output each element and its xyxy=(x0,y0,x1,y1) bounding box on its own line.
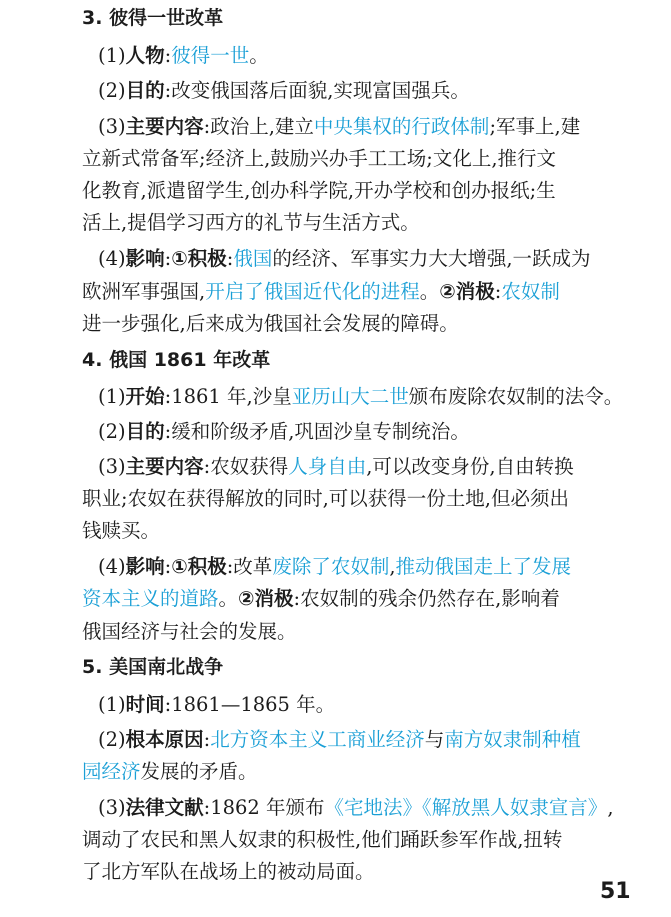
label-segment: ②消极 xyxy=(238,587,294,610)
section-5-number: 5. xyxy=(82,656,103,678)
section-4-heading xyxy=(82,345,270,375)
section-5-heading xyxy=(82,652,223,682)
section-4-line-4 xyxy=(82,483,569,515)
text-segment: : xyxy=(494,280,502,303)
section-3-line-3 xyxy=(98,111,580,143)
section-3-number: 3. xyxy=(82,7,103,29)
text-segment: (1) xyxy=(98,693,126,716)
label-segment: 根本原因 xyxy=(125,728,204,751)
section-3-line-5 xyxy=(82,175,556,207)
text-segment: 颁布废除农奴制的法令。 xyxy=(408,385,624,408)
text-segment: : xyxy=(164,555,172,578)
text-segment: , xyxy=(607,796,614,819)
label-segment: 时间 xyxy=(125,693,165,716)
label-segment: 影响 xyxy=(125,555,165,578)
section-4-line-5 xyxy=(82,515,160,547)
text-segment: 俄国经济与社会的发展。 xyxy=(82,620,297,643)
label-segment: ①积极 xyxy=(171,555,227,578)
key-term: 推动俄国走上了发展 xyxy=(395,555,572,578)
text-segment: : xyxy=(164,247,172,270)
text-segment: :1861 年,沙皇 xyxy=(164,385,292,408)
label-segment: 法律文献 xyxy=(125,796,204,819)
page-number: 51 xyxy=(600,879,631,904)
key-term: 人身自由 xyxy=(288,455,367,478)
text-segment: :农奴获得 xyxy=(203,455,289,478)
section-5-title: 美国南北战争 xyxy=(109,656,224,678)
text-segment: 立新式常备军;经济上,鼓励兴办手工工场;文化上,推行文 xyxy=(82,147,557,170)
section-4-line-1 xyxy=(98,381,623,413)
text-segment: :政治上,建立 xyxy=(203,115,314,138)
section-3-line-1 xyxy=(98,40,269,72)
text-segment: : xyxy=(203,728,211,751)
key-term: 废除了农奴制 xyxy=(272,555,390,578)
section-3-line-2 xyxy=(98,75,470,107)
text-segment: (4) xyxy=(98,555,126,578)
text-segment: (3) xyxy=(98,796,126,819)
key-term: 开启了俄国近代化的进程 xyxy=(205,280,420,303)
text-segment: : xyxy=(164,44,172,67)
text-segment: 活上,提倡学习西方的礼节与生活方式。 xyxy=(82,211,420,234)
key-term: 园经济 xyxy=(82,760,141,783)
key-term: 南方奴隶制种植 xyxy=(444,728,581,751)
section-4-title: 俄国 1861 年改革 xyxy=(109,349,271,371)
section-3-heading xyxy=(82,3,223,33)
text-segment: 职业;农奴在获得解放的同时,可以获得一份土地,但必须出 xyxy=(82,487,569,510)
section-5-line-3 xyxy=(82,756,258,788)
text-segment: 化教育,派遣留学生,创办科学院,开办学校和创办报纸;生 xyxy=(82,179,556,202)
label-segment: 主要内容 xyxy=(125,115,204,138)
key-term: 亚历山大二世 xyxy=(291,385,409,408)
key-term: 彼得一世 xyxy=(171,44,250,67)
section-3-title: 彼得一世改革 xyxy=(109,7,224,29)
label-segment: 影响 xyxy=(125,247,165,270)
text-segment: 与 xyxy=(424,728,445,751)
label-segment: 人物 xyxy=(125,44,165,67)
section-5-line-6 xyxy=(82,856,375,888)
text-segment: 欧洲军事强国, xyxy=(82,280,206,303)
key-term: 农奴制 xyxy=(501,280,560,303)
text-segment: (3) xyxy=(98,455,126,478)
key-term: 《宅地法》《解放黑人奴隶宣言》 xyxy=(324,796,608,819)
key-term: 资本主义的道路 xyxy=(82,587,219,610)
text-segment: (2) xyxy=(98,728,126,751)
label-segment: 目的 xyxy=(125,79,165,102)
section-3-line-8 xyxy=(82,276,560,308)
text-segment: 。 xyxy=(249,44,269,67)
text-segment: : xyxy=(226,247,234,270)
section-4-line-2 xyxy=(98,416,470,448)
section-4-line-8 xyxy=(82,616,297,648)
label-segment: 目的 xyxy=(125,420,165,443)
text-segment: , xyxy=(389,555,396,578)
section-4-line-6 xyxy=(98,551,571,583)
text-segment: (3) xyxy=(98,115,126,138)
text-segment: (2) xyxy=(98,420,126,443)
text-segment: 调动了农民和黑人奴隶的积极性,他们踊跃参军作战,扭转 xyxy=(82,828,563,851)
text-segment: (1) xyxy=(98,385,126,408)
label-segment: ②消极 xyxy=(439,280,495,303)
text-segment: 的经济、军事实力大大增强,一跃成为 xyxy=(272,247,591,270)
section-4-line-3 xyxy=(98,451,574,483)
text-segment: 。 xyxy=(419,280,440,303)
text-segment: ,可以改变身份,自由转换 xyxy=(366,455,574,478)
section-4-line-7 xyxy=(82,583,560,615)
text-segment: :农奴制的残余仍然存在,影响着 xyxy=(293,587,560,610)
section-5-line-4 xyxy=(98,792,614,824)
text-segment: (4) xyxy=(98,247,126,270)
text-segment: 进一步强化,后来成为俄国社会发展的障碍。 xyxy=(82,312,459,335)
key-term: 俄国 xyxy=(233,247,273,270)
text-segment: :改变俄国落后面貌,实现富国强兵。 xyxy=(164,79,470,102)
section-3-line-9 xyxy=(82,308,459,340)
key-term: 北方资本主义工商业经济 xyxy=(210,728,425,751)
label-segment: ①积极 xyxy=(171,247,227,270)
text-segment: :1862 年颁布 xyxy=(203,796,325,819)
text-segment: :改革 xyxy=(226,555,273,578)
section-5-line-5 xyxy=(82,824,562,856)
section-3-line-7 xyxy=(98,243,591,275)
section-5-line-2 xyxy=(98,724,581,756)
section-4-number: 4. xyxy=(82,349,103,371)
text-segment: (2) xyxy=(98,79,126,102)
text-segment: :1861—1865 年。 xyxy=(164,693,336,716)
label-segment: 开始 xyxy=(125,385,165,408)
label-segment: 主要内容 xyxy=(125,455,204,478)
text-segment: 钱赎买。 xyxy=(82,519,161,542)
section-3-line-6 xyxy=(82,207,420,239)
text-segment: (1) xyxy=(98,44,126,67)
text-segment: 了北方军队在战场上的被动局面。 xyxy=(82,860,375,883)
text-segment: 发展的矛盾。 xyxy=(140,760,258,783)
section-5-line-1 xyxy=(98,689,335,721)
text-segment: :缓和阶级矛盾,巩固沙皇专制统治。 xyxy=(164,420,470,443)
section-3-line-4 xyxy=(82,143,556,175)
text-segment: 。 xyxy=(218,587,239,610)
text-segment: ;军事上,建 xyxy=(489,115,581,138)
key-term: 中央集权的行政体制 xyxy=(313,115,490,138)
